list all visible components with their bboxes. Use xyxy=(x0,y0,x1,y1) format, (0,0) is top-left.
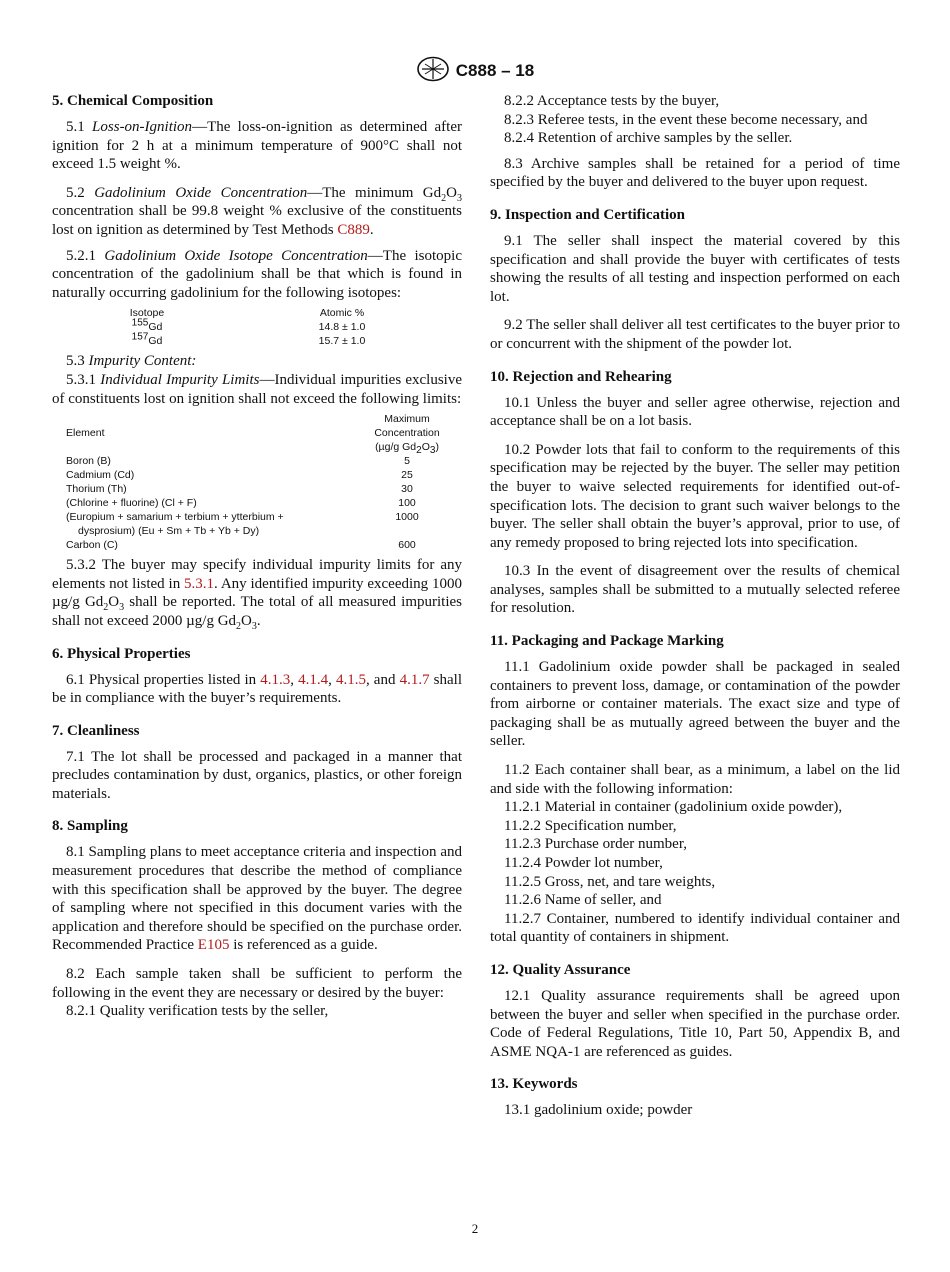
ref-4-1-7-link[interactable]: 4.1.7 xyxy=(399,671,430,688)
para-9-2: 9.2 The seller shall deliver all test certificates to the buyer prior to or concurrent with the shipment of the powder lot. xyxy=(490,317,900,352)
para-9-1: 9.1 The seller shall inspect the material covered by this specification and shall provide the buyer with certificates of tests showing the results of all testing and inspection performed on each lot. xyxy=(490,232,900,305)
isotope-table xyxy=(52,306,462,348)
table-header-row: Element Maximum Concentration (µg/g $Gd_2O_3$) xyxy=(66,413,440,457)
ref-5-3-1-link[interactable]: 5.3.1 xyxy=(184,575,215,592)
section-13-title: 13. Keywords xyxy=(490,1076,578,1093)
table-row: Carbon (C) 600 xyxy=(66,539,416,552)
table-row: (Europium + samarium + terbium + ytterbium + 1000 xyxy=(66,511,419,524)
para-8-2-3: 8.2.3 Referee tests, in the event these become necessary, and xyxy=(504,111,868,128)
page-header xyxy=(0,56,950,87)
ref-4-1-4-link[interactable]: 4.1.4 xyxy=(298,671,329,688)
para-8-2: 8.2 Each sample taken shall be sufficient to perform the following in the event they are necessary or desired by the buyer: xyxy=(52,966,462,1001)
section-9-title: 9. Inspection and Certification xyxy=(490,206,685,223)
para-11-2-6: 11.2.6 Name of seller, and xyxy=(504,892,662,909)
table-row: $^{157}$Gd 15.7 ± 1.0 xyxy=(131,331,366,348)
para-11-2-5: 11.2.5 Gross, net, and tare weights, xyxy=(504,873,716,890)
para-11-2-7: 11.2.7 Container, numbered to identify individual container and total quantity of containers in shipment. xyxy=(490,910,900,946)
table-row: (Chlorine + fluorine) (Cl + F) 100 xyxy=(66,497,416,510)
left-column xyxy=(52,92,462,1021)
ref-4-1-5-link[interactable]: 4.1.5 xyxy=(335,671,366,688)
para-11-2-1: 11.2.1 Material in container (gadolinium oxide powder), xyxy=(504,799,843,816)
para-11-2-4: 11.2.4 Powder lot number, xyxy=(504,855,663,871)
para-5-2-1: 5.2.1 Gadolinium Oxide Isotope Concentration—The isotopic concentration of the gadolinium shall be that which is found in naturally occurring gadolinium for the following isotopes: xyxy=(52,247,462,301)
para-6-1: 6.1 Physical properties listed in 4.1.3, 4.1.4, 4.1.5, and 4.1.7 shall be in compliance with the buyer’s requirements. xyxy=(52,671,462,707)
ref-e105-link[interactable]: E105 xyxy=(197,937,230,954)
para-8-2-4: 8.2.4 Retention of archive samples by the seller. xyxy=(504,130,793,147)
para-13-1: 13.1 gadolinium oxide; powder xyxy=(504,1102,693,1119)
para-10-2: 10.2 Powder lots that fail to conform to the requirements of this specification may be rejected by the buyer. The seller may petition the buyer to waive selected requirements for identified out-of-specification lots. The decision to grant such waiver belongs to the buyer. The seller shall obtain the buyer’s approval, prior to use, of any remedy proposed to bring rejected lots into specification. xyxy=(490,441,900,551)
para-8-2-1: 8.2.1 Quality verification tests by the seller, xyxy=(66,1003,329,1020)
para-11-2-2: 11.2.2 Specification number, xyxy=(504,817,677,834)
section-5-title: 5. Chemical Composition xyxy=(52,93,214,109)
section-7-title: 7. Cleanliness xyxy=(52,722,140,739)
para-10-3: 10.3 In the event of disagreement over the results of chemical analyses, samples shall be submitted to a mutually selected referee for resolution. xyxy=(490,563,900,617)
para-8-1: 8.1 Sampling plans to meet acceptance criteria and inspection and measurement procedures that describe the method of compliance with this specification shall be approved by the buyer. The degree of sampling where not specified in this document varies with the application and therefore should be specified on the purchase order. Recommended Practice E105 is referenced as a guide. xyxy=(52,844,462,954)
table-row: Cadmium (Cd) 25 xyxy=(66,469,413,482)
ref-4-1-3-link[interactable]: 4.1.3 xyxy=(260,671,291,688)
para-12-1: 12.1 Quality assurance requirements shall be agreed upon between the buyer and seller when specified in the purchase order. Code of Federal Regulations, Title 10, Part 50, Appendix B, and ASME NQA-1 are referenced as guides. xyxy=(490,987,900,1060)
section-10-title: 10. Rejection and Rehearing xyxy=(490,368,672,385)
table-row-continued: dysprosium) (Eu + Sm + Tb + Yb + Dy) xyxy=(78,525,260,538)
section-12-title: 12. Quality Assurance xyxy=(490,961,631,978)
para-10-1: 10.1 Unless the buyer and seller agree otherwise, rejection and acceptance shall be on a lot basis. xyxy=(490,394,900,430)
para-5-3: 5.3 Impurity Content: xyxy=(66,353,197,370)
section-11-title: 11. Packaging and Package Marking xyxy=(490,633,724,650)
para-5-3-2: 5.3.2 The buyer may specify individual impurity limits for any elements not listed in 5.3.1. Any identified impurity exceeding 1000 µg/g $Gd_2O_3$ shall be reported. The total of all measured impurities shall not exceed 2000 µg/g $Gd_2O_3$. xyxy=(52,557,462,632)
table-row: Boron (B) 5 xyxy=(66,455,410,468)
ref-c889-link[interactable]: C889 xyxy=(337,221,370,238)
astm-logo-icon xyxy=(416,56,450,87)
table-row: Thorium (Th) 30 xyxy=(66,483,413,496)
para-8-3: 8.3 Archive samples shall be retained for a period of time specified by the buyer and delivered to the buyer upon request. xyxy=(490,155,900,191)
page-number: 2 xyxy=(471,1221,479,1236)
para-5-3-1: 5.3.1 Individual Impurity Limits—Individual impurities exclusive of constituents lost on ignition shall not exceed the following limits: xyxy=(52,371,463,407)
para-5-2: 5.2 Gadolinium Oxide Concentration—The minimum $Gd_2O_3$ concentration shall be 99.8 weight % exclusive of the constituents lost on ignition as determined by Test Methods C889. xyxy=(52,184,462,238)
table-header-row: Isotope Atomic % xyxy=(129,307,365,320)
para-5-1: 5.1 Loss-on-Ignition—The loss-on-ignition as determined after ignition for 2 h at a minimum temperature of 900°C shall not exceed 1.5 weight %. xyxy=(52,119,462,173)
para-11-2: 11.2 Each container shall bear, as a minimum, a label on the lid and side with the following information: xyxy=(490,762,900,797)
designation: C888 – 18 xyxy=(455,60,535,80)
section-6-title: 6. Physical Properties xyxy=(52,645,191,662)
para-7-1: 7.1 The lot shall be processed and packaged in a manner that precludes contamination by dust, organics, plastics, or other foreign materials. xyxy=(52,748,462,802)
table-row: $^{155}$Gd 14.8 ± 1.0 xyxy=(131,317,366,334)
para-11-1: 11.1 Gadolinium oxide powder shall be packaged in sealed containers to prevent loss, damage, or contamination of the powder from airborne or container materials. The exact size and type of packaging shall be as mutually agreed between the buyer and the seller. xyxy=(490,659,900,750)
section-8-title: 8. Sampling xyxy=(52,818,128,835)
right-column xyxy=(490,92,900,1127)
impurity-table xyxy=(52,412,462,552)
para-8-2-2: 8.2.2 Acceptance tests by the buyer, xyxy=(504,93,720,109)
para-11-2-3: 11.2.3 Purchase order number, xyxy=(504,836,687,853)
